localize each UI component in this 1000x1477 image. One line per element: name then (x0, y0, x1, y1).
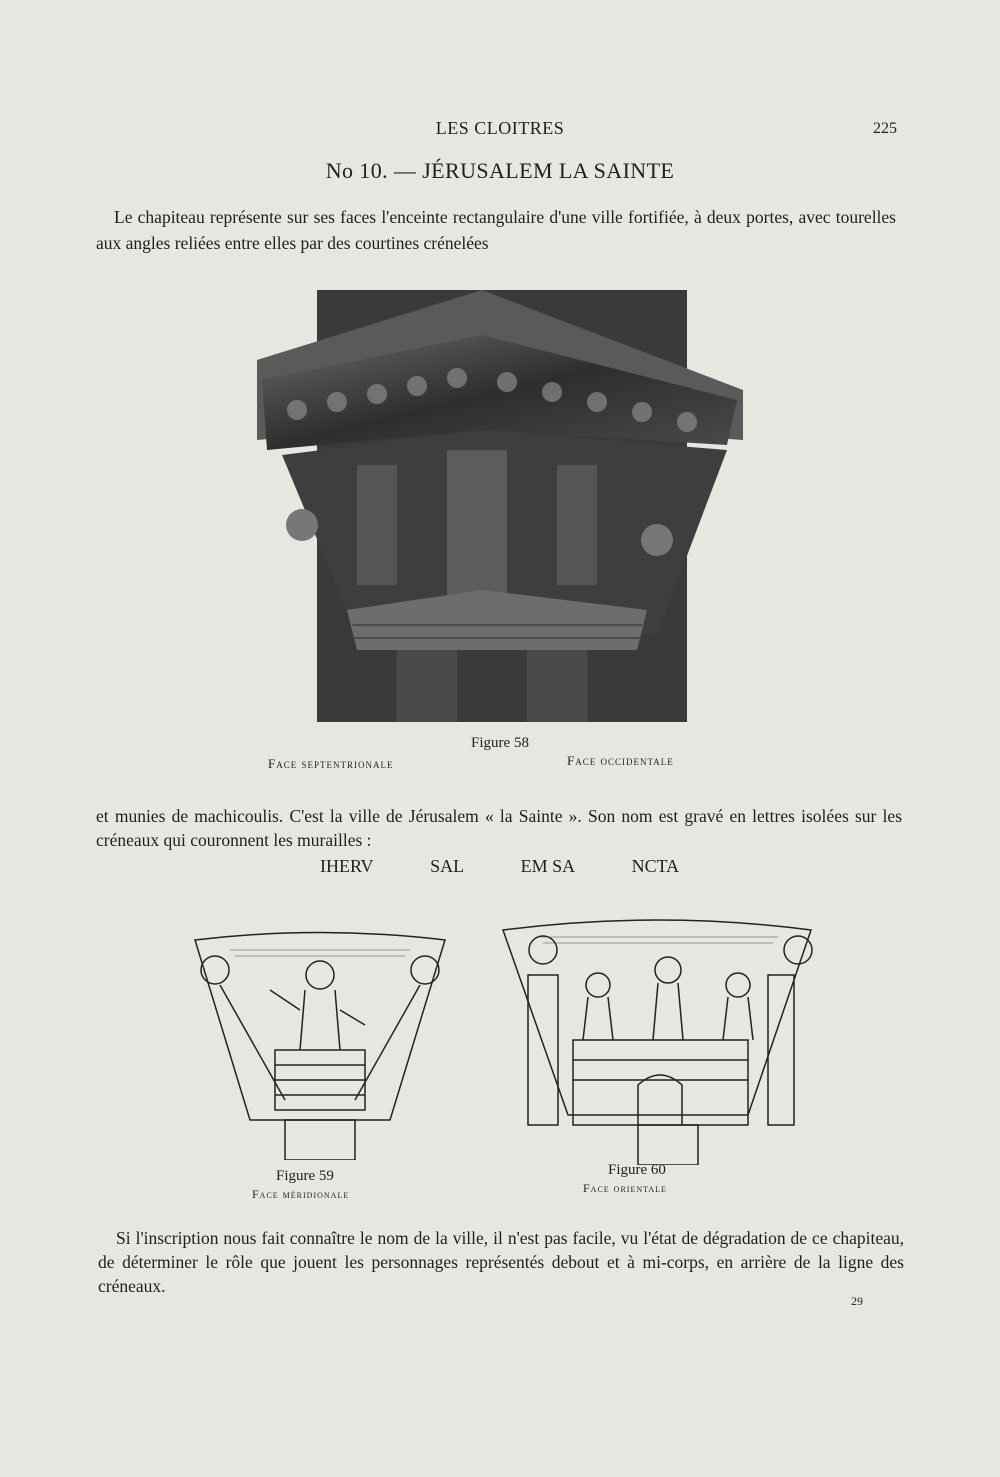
inscription-word: NCTA (631, 856, 680, 876)
paragraph-2: et munies de machicoulis. C'est la ville de Jérusalem « la Sainte ». Son nom est gravé en lettres isolées sur les créneaux qui couronnent les murailles : (96, 806, 902, 850)
inscription-word: EM SA (520, 856, 576, 876)
figure-58-right-caption: Face occidentale (567, 753, 674, 768)
figure-60-caption: Face orientale (583, 1181, 667, 1195)
figure-58-photo (257, 290, 743, 722)
figure-60-engraving (498, 915, 816, 1165)
paragraph-1: Le chapiteau représente sur ses faces l'enceinte rectangulaire d'une ville fortifiée, à deux portes, avec tourelles aux angles reliées entre elles par des courtines crénelées (96, 207, 896, 253)
figure-58-left-caption: Face septentrionale (268, 756, 394, 771)
figure-58-label: Figure 58 (471, 735, 529, 751)
figure-59-label: Figure 59 (276, 1168, 334, 1184)
inscription-line (320, 856, 731, 877)
paragraph-3: Si l'inscription nous fait connaître le nom de la ville, il n'est pas facile, vu l'état de dégradation de ce chapiteau, de déterminer le rôle que jouent les personnages représentés debout et à mi-corps, en arrière de la ligne des créneaux. (98, 1228, 904, 1296)
figure-59-caption: Face méridionale (252, 1187, 350, 1201)
section-title: No 10. — JÉRUSALEM LA SAINTE (325, 158, 675, 183)
figure-59-engraving (190, 930, 450, 1160)
signature-mark: 29 (851, 1294, 863, 1308)
page-number: 225 (873, 120, 897, 137)
figure-60-label: Figure 60 (608, 1162, 666, 1178)
inscription-word: IHERV (320, 856, 374, 876)
running-title: LES CLOITRES (435, 118, 565, 138)
inscription-word: SAL (430, 856, 465, 876)
